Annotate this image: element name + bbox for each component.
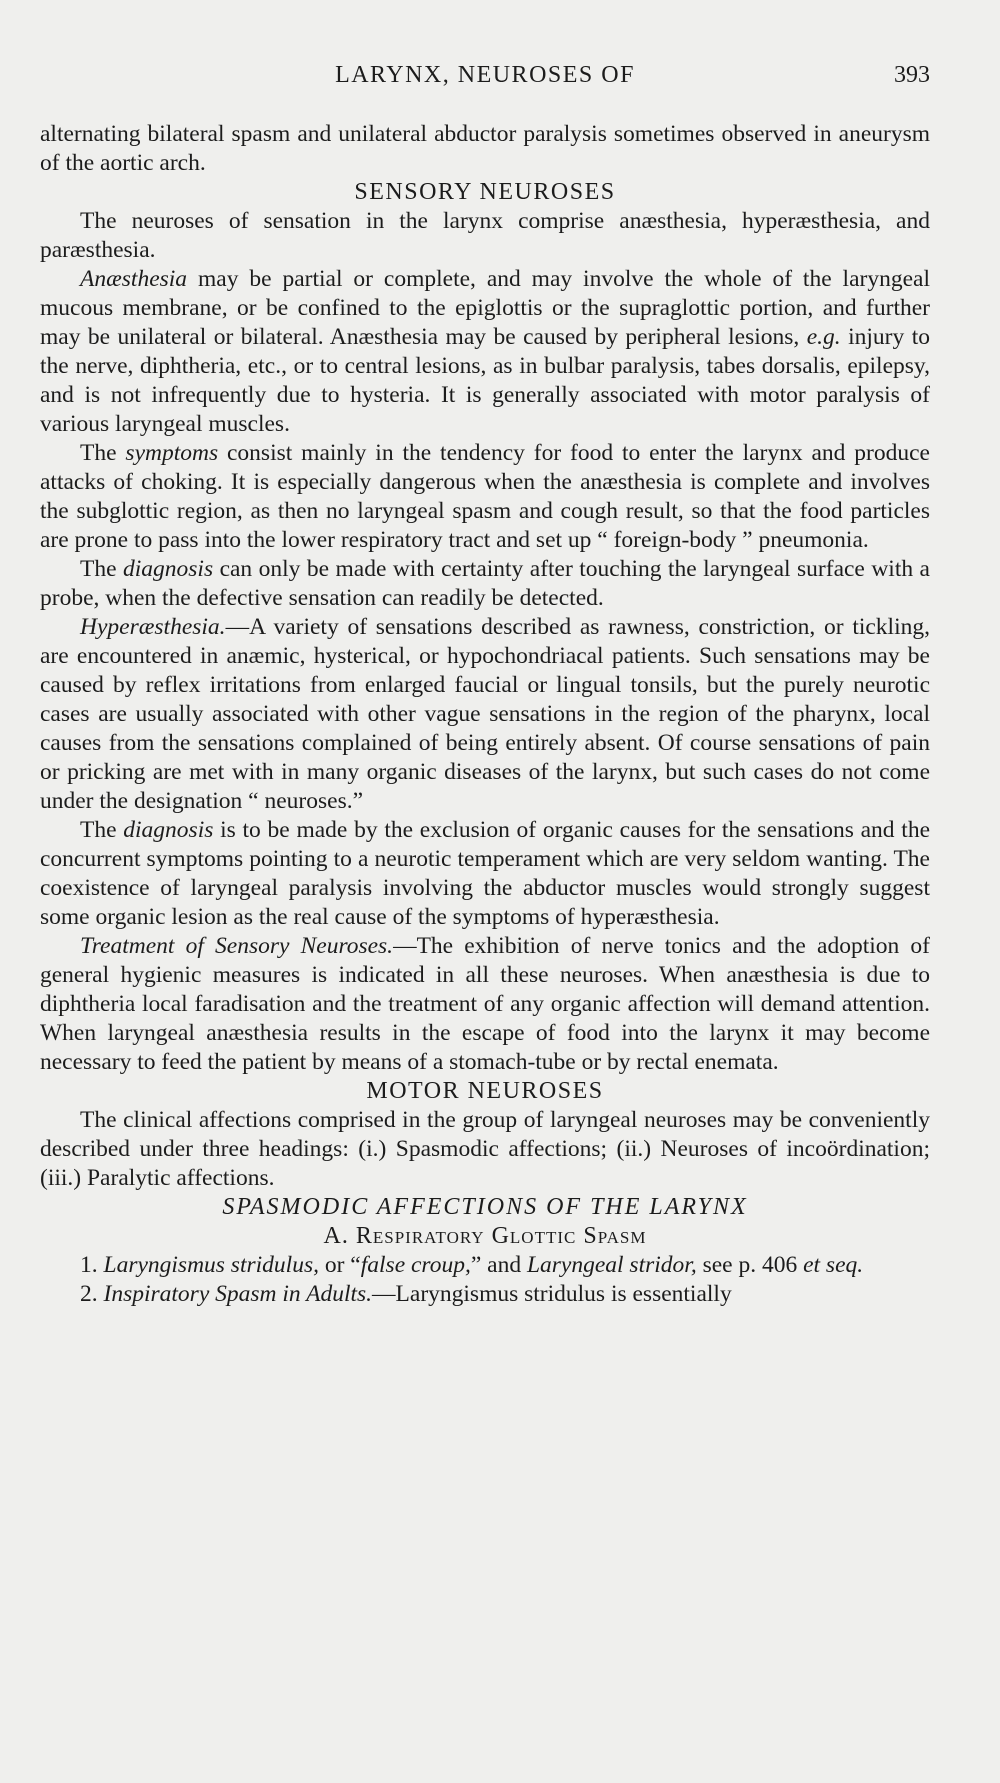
term-inspiratory-spasm: Inspiratory Spasm in Adults.: [103, 1281, 373, 1307]
hyperaesthesia-text: —A variety of sensations described as rawness, constriction, or tickling, are encountered in anæmic, hysterical, or hypochondriacal patients. Such sensations may be caused by reflex irritations from enlarged faucial or lingual tonsils, but the purely neurotic cases are usually associated with other vague sensations in the region of the pharynx, local causes from the sensations complained of being entirely absent. Of course sensations of pain or pricking are met with in many organic diseases of the larynx, but such cases do not come under the designation “ neuroses.”: [40, 614, 930, 814]
term-laryngismus: Laryngismus stridulus,: [103, 1252, 319, 1278]
paragraph-diagnosis-1: [40, 555, 930, 613]
term-false-croup: false croup,: [360, 1252, 471, 1278]
paragraph-item-1: [40, 1251, 930, 1280]
paragraph-hyperaesthesia: [40, 613, 930, 816]
item2-number: 2.: [80, 1281, 104, 1307]
term-et-seq: et seq.: [803, 1252, 864, 1278]
term-hyperaesthesia: Hyperæsthesia.: [80, 614, 226, 640]
term-diagnosis-1: diagnosis: [123, 556, 214, 582]
symptoms-lead: The: [80, 440, 126, 466]
anaesthesia-text: may be partial or complete, and may involve the whole of the laryngeal mucous membrane, or be confined to the epiglottis or the supraglottic portion, and further may be unilateral or bilateral. Anæsthesia may be caused by peripheral lesions,: [40, 266, 930, 350]
page-body: [40, 120, 930, 1309]
paragraph-symptoms: [40, 439, 930, 555]
running-title: LARYNX, NEUROSES OF: [335, 62, 635, 88]
item1-mid2: ” and: [470, 1252, 527, 1278]
term-anaesthesia: Anæsthesia: [80, 266, 188, 292]
anaesthesia-text-2: injury to the nerve, diphtheria, etc., or to central lesions, as in bulbar paralysis, tabes dorsalis, epilepsy, and is not infrequently due to hysteria. It is generally associated with motor paralysis of various laryngeal muscles.: [40, 324, 930, 437]
term-symptoms: symptoms: [125, 440, 219, 466]
paragraph-motor-intro: The clinical affections comprised in the group of laryngeal neuroses may be conveniently described under three headings: (i.) Spasmodic affections; (ii.) Neuroses of incoördination; (iii.) Paralytic affections.: [40, 1107, 930, 1191]
diagnosis1-lead: The: [80, 556, 123, 582]
term-laryngeal-stridor: Laryngeal stridor,: [526, 1252, 697, 1278]
page-number: 393: [894, 62, 930, 88]
paragraph-treatment: [40, 932, 930, 1077]
page-header: [40, 62, 930, 102]
heading-respiratory-glottic-spasm: A. Respiratory Glottic Spasm: [323, 1223, 647, 1249]
symptoms-text: consist mainly in the tendency for food to enter the larynx and produce attacks of choking. It is especially dangerous when the anæsthesia is complete and involves the subglottic region, as then no laryngeal spasm and cough result, so that the food particles are prone to pass into the lower respiratory tract and set up “ foreign-body ” pneumonia.: [40, 440, 930, 553]
term-diagnosis-2: diagnosis: [123, 817, 214, 843]
paragraph-anaesthesia: [40, 265, 930, 439]
item1-mid: or “: [318, 1252, 361, 1278]
heading-motor-neuroses: MOTOR NEUROSES: [366, 1078, 604, 1104]
heading-spasmodic-affections: SPASMODIC AFFECTIONS OF THE LARYNX: [222, 1194, 748, 1220]
paragraph-diagnosis-2: [40, 816, 930, 932]
item1-number: 1.: [80, 1252, 104, 1278]
diagnosis2-lead: The: [80, 817, 124, 843]
eg-abbrev: e.g.: [806, 324, 841, 350]
term-treatment: Treatment of Sensory Neuroses.: [80, 933, 394, 959]
heading-sensory-neuroses: SENSORY NEUROSES: [354, 179, 616, 205]
diagnosis2-text: is to be made by the exclusion of organic causes for the sensations and the concurrent symptoms pointing to a neurotic temperament which are very seldom wanting. The coexistence of laryngeal paralysis involving the abductor muscles would strongly suggest some organic lesion as the real cause of the symptoms of hyperæsthesia.: [40, 817, 930, 930]
treatment-text: —The exhibition of nerve tonics and the adoption of general hygienic measures is indicated in all these neuroses. When anæsthesia is due to diphtheria local faradisation and the treatment of any organic affection will demand attention. When laryngeal anæsthesia results in the escape of food into the larynx it may become necessary to feed the patient by means of a stomach-tube or by rectal enemata.: [40, 933, 930, 1075]
diagnosis1-text: can only be made with certainty after touching the laryngeal surface with a probe, when the defective sensation can readily be detected.: [40, 556, 930, 611]
paragraph-sensory-intro: The neuroses of sensation in the larynx comprise anæsthesia, hyperæsthesia, and paræsthesia.: [40, 208, 930, 263]
item1-mid3: see p. 406: [696, 1252, 804, 1278]
paragraph-intro: alternating bilateral spasm and unilateral abductor paralysis sometimes observed in aneurysm of the aortic arch.: [40, 121, 930, 176]
paragraph-item-2: [40, 1280, 930, 1309]
item2-text: —Laryngismus stridulus is essentially: [372, 1281, 732, 1307]
